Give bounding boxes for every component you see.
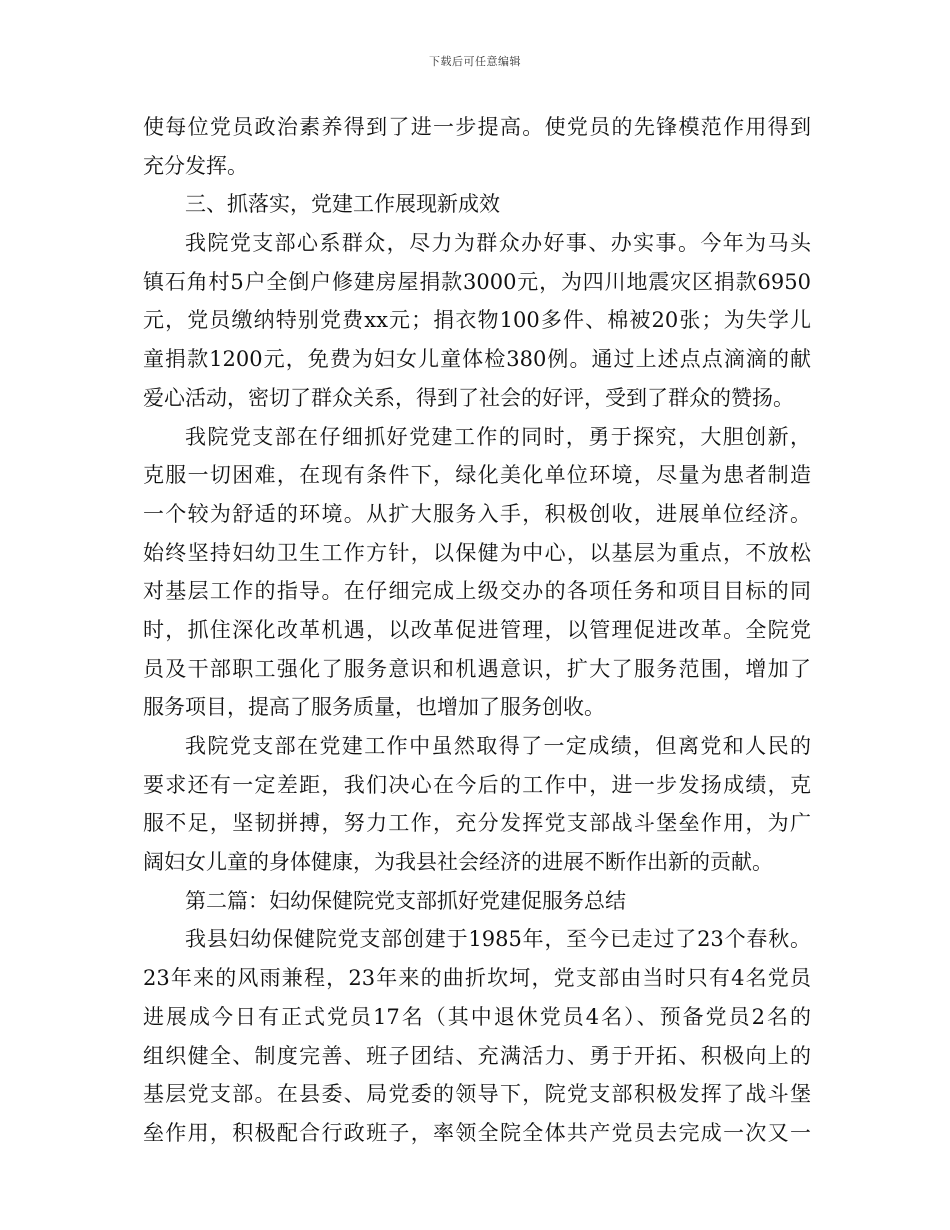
text-line: 垒作用，积极配合行政班子，率领全院全体共产党员去完成一次又一 xyxy=(143,1120,811,1145)
text-line: 时，抓住深化改革机遇，以改革促进管理，以管理促进改革。全院党 xyxy=(143,617,811,642)
text-line: 元，党员缴纳特别党费xx元；捐衣物100多件、棉被20张；为失学儿 xyxy=(143,308,811,333)
text-line: 进展成今日有正式党员17名（其中退休党员4名）、预备党员2名的 xyxy=(143,1004,811,1029)
text-line: 对基层工作的指导。在仔细完成上级交办的各项任务和项目目标的同 xyxy=(143,579,811,604)
text-line: 我院党支部心系群众，尽力为群众办好事、办实事。今年为马头 xyxy=(185,231,811,256)
text-line: 服不足，坚韧拼搏，努力工作，充分发挥党支部战斗堡垒作用，为广 xyxy=(143,811,811,836)
text-line: 充分发挥。 xyxy=(143,153,248,178)
text-line: 我院党支部在党建工作中虽然取得了一定成绩，但离党和人民的 xyxy=(185,734,811,758)
text-line: 克服一切困难，在现有条件下，绿化美化单位环境，尽量为患者制造 xyxy=(143,463,811,488)
text-line: 一个较为舒适的环境。从扩大服务入手，积极创收，进展单位经济。 xyxy=(143,501,811,526)
text-line: 使每位党员政治素养得到了进一步提高。使党员的先锋模范作用得到 xyxy=(143,115,811,139)
text-line: 镇石角村5户全倒户修建房屋捐款3000元，为四川地震灾区捐款6950 xyxy=(143,269,811,294)
text-line: 要求还有一定差距，我们决心在今后的工作中，进一步发扬成绩，克 xyxy=(143,772,811,797)
text-line: 我院党支部在仔细抓好党建工作的同时，勇于探究，大胆创新， xyxy=(185,424,811,449)
page-header-note: 下载后可任意编辑 xyxy=(429,55,521,68)
text-line: 始终坚持妇幼卫生工作方针，以保健为中心，以基层为重点，不放松 xyxy=(143,540,811,565)
text-line: 组织健全、制度完善、班子团结、充满活力、勇于开拓、积极向上的 xyxy=(143,1043,811,1068)
text-line: 服务项目，提高了服务质量，也增加了服务创收。 xyxy=(143,695,605,720)
text-line: 童捐款1200元，免费为妇女儿童体检380例。通过上述点点滴滴的献 xyxy=(143,347,811,372)
text-line: 三、抓落实，党建工作展现新成效 xyxy=(185,192,500,217)
text-line: 阔妇女儿童的身体健康，为我县社会经济的进展不断作出新的贡献。 xyxy=(143,850,773,875)
text-line: 爱心活动，密切了群众关系，得到了社会的好评，受到了群众的赞扬。 xyxy=(143,385,794,410)
text-line: 23年来的风雨兼程，23年来的曲折坎坷，党支部由当时只有4名党员 xyxy=(143,966,811,991)
text-line: 基层党支部。在县委、局党委的领导下，院党支部积极发挥了战斗堡 xyxy=(143,1082,811,1107)
text-line: 我县妇幼保健院党支部创建于1985年，至今已走过了23个春秋。 xyxy=(185,927,811,952)
text-line: 员及干部职工强化了服务意识和机遇意识，扩大了服务范围，增加了 xyxy=(143,656,811,681)
document-body xyxy=(143,108,811,1153)
text-line: 第二篇：妇幼保健院党支部抓好党建促服务总结 xyxy=(185,888,626,913)
